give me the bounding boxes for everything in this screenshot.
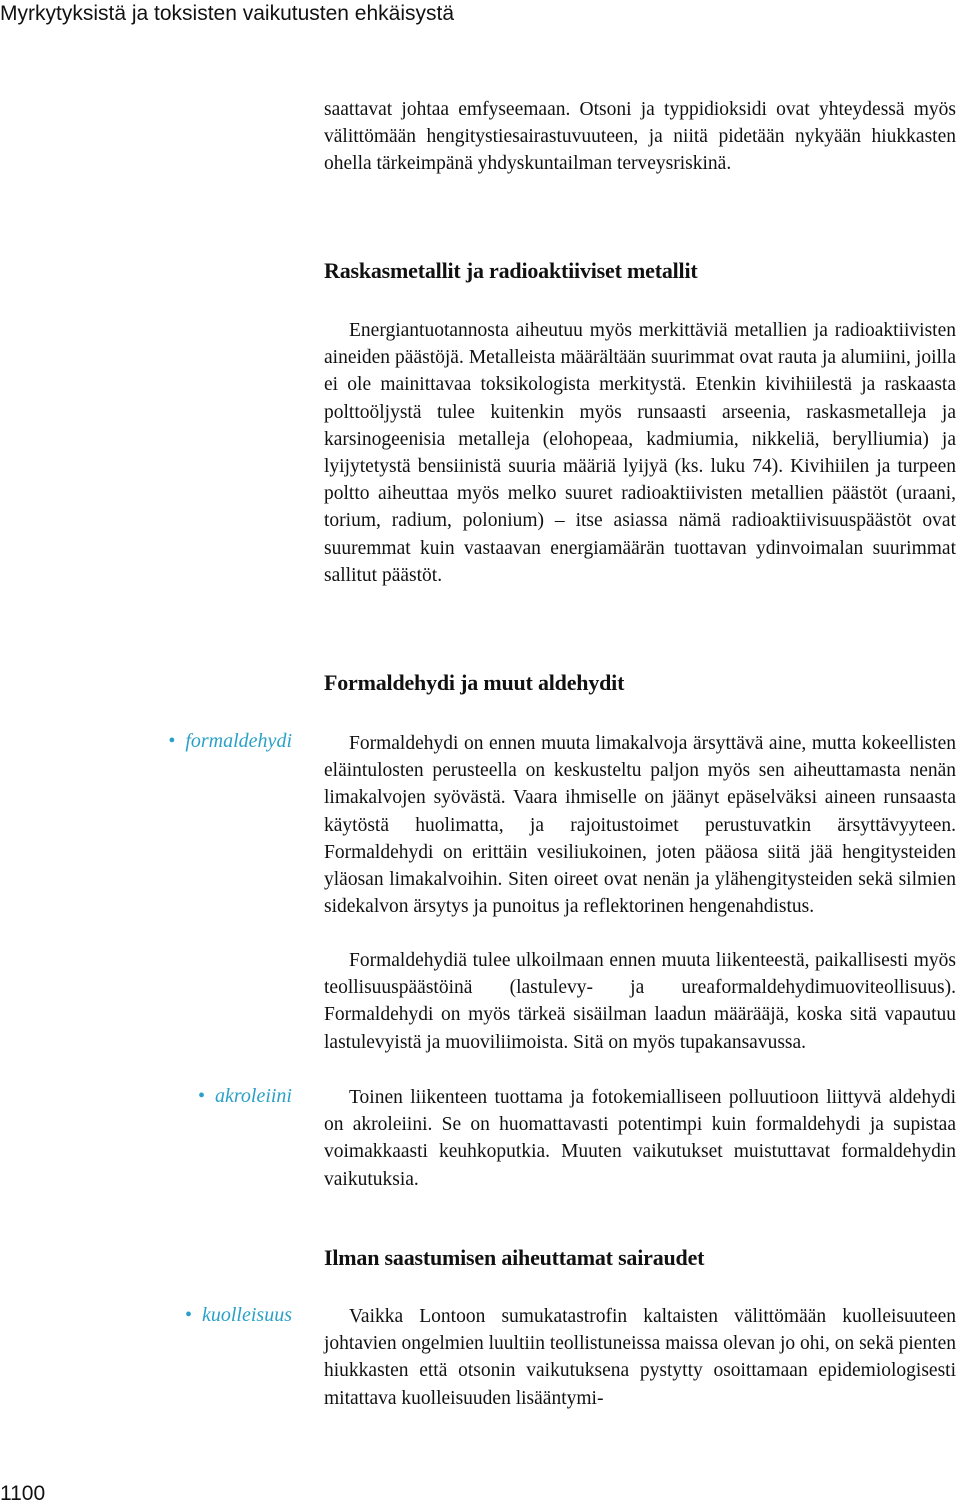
diseases-paragraph: Vaikka Lontoon sumukatastrofin kaltaisten välittömään kuolleisuuteen johtavien ongelmien luultiin teollistuneissa maissa olevan jo ohi, on sekä pienten hiukkasten että otsonin vaikutuksena pystytty osoittamaan epidemiologisesti mitattava kuolleisuuden lisääntymi-	[324, 1306, 957, 1409]
margin-note-formaldehydi	[168, 730, 292, 753]
margin-note-label: akroleiini	[214, 1085, 292, 1107]
aldehydes-paragraph-2: Formaldehydiä tulee ulkoilmaan ennen muuta liikenteestä, paikallisesti myös teollisuuspäästöinä (lastulevy- ja ureaformaldehydimuoviteollisuus). Formaldehydi on myös tärkeä sisäilman laadun määrääjä, koska sitä vapautuu lastulevyistä ja muoviliimoista. Sitä on myös tupakansavussa.	[324, 950, 956, 1053]
section-heading-diseases: Ilman saastumisen aiheuttamat sairaudet	[324, 1245, 705, 1270]
margin-note-label: formaldehydi	[185, 730, 292, 752]
margin-note-label: kuolleisuus	[202, 1304, 292, 1326]
heavy-metals-paragraph: Energiantuotannosta aiheutuu myös merkittäviä metallien ja radioaktiivisten aineiden päästöjä. Metalleista määrältään suurimmat ovat rauta ja alumiini, joilla ei ole mainittavaa toksikologista merkitystä. Etenkin kivihiilestä ja raskaasta polttoöljystä tulee kuitenkin myös runsaasti arseenia, raskasmetalleja ja karsinogeenisia metalleja (elohopeaa, kadmiumia, nikkeliä, berylliumia) ja lyijytetystä bensiinistä suuria määriä lyijyä (ks. luku 74). Kivihiilen ja turpeen poltto aiheuttaa myös melko suuret radioaktiivisten metallien päästöt (uraani, torium, radium, polonium) – itse asiassa nämä radioaktiivisuuspäästöt ovat suuremmat kuin vastaavan energiamäärän tuottavan ydinvoimalan suurimmat sallitut päästöt.	[324, 320, 956, 586]
bullet-icon: •	[197, 1085, 205, 1107]
section-heading-aldehydes: Formaldehydi ja muut aldehydit	[324, 670, 625, 695]
section-heading-heavy-metals: Raskasmetallit ja radioaktiiviset metallit	[324, 258, 698, 283]
margin-note-kuolleisuus	[185, 1304, 292, 1327]
page-number: 1100	[0, 1482, 46, 1505]
margin-note-akroleiini	[198, 1085, 292, 1108]
running-head: Myrkytyksistä ja toksisten vaikutusten ehkäisystä	[0, 2, 455, 25]
intro-paragraph: saattavat johtaa emfyseemaan. Otsoni ja typpidioksidi ovat yhteydessä myös välittömään hengitystiesairastuvuuteen, ja niitä pidetään nykyään hiukkasten ohella tärkeimpänä yhdyskuntailman terveysriskinä.	[324, 99, 956, 175]
bullet-icon: •	[168, 730, 176, 752]
bullet-icon: •	[184, 1304, 192, 1326]
aldehydes-paragraph-3: Toinen liikenteen tuottama ja fotokemialliseen polluutioon liittyvä aldehydi on akroleiini. Se on huomattavasti potentimpi kuin formaldehydi ja supistaa voimakkaasti keuhkoputkia. Muuten vaikutukset muistuttavat formaldehydin vaikutuksia.	[324, 1087, 956, 1190]
aldehydes-paragraph-1: Formaldehydi on ennen muuta limakalvoja ärsyttävä aine, mutta kokeellisten eläintulosten perusteella on keskusteltu paljon myös sen aiheuttamasta nenän limakalvojen syövästä. Vaara ihmiselle on jäänyt epäselväksi aineen runsaasta käytöstä huolimatta, ja rajoitustoimet perustuvatkin ärsyttävyyteen. Formaldehydi on erittäin vesiliukoinen, joten pääosa siitä jää hengitysteiden yläosan limakalvoihin. Siten oireet ovat nenän ja ylähengitysteiden sekä silmien sidekalvon ärsytys ja punoitus ja reflektorinen hengenahdistus.	[324, 733, 956, 918]
